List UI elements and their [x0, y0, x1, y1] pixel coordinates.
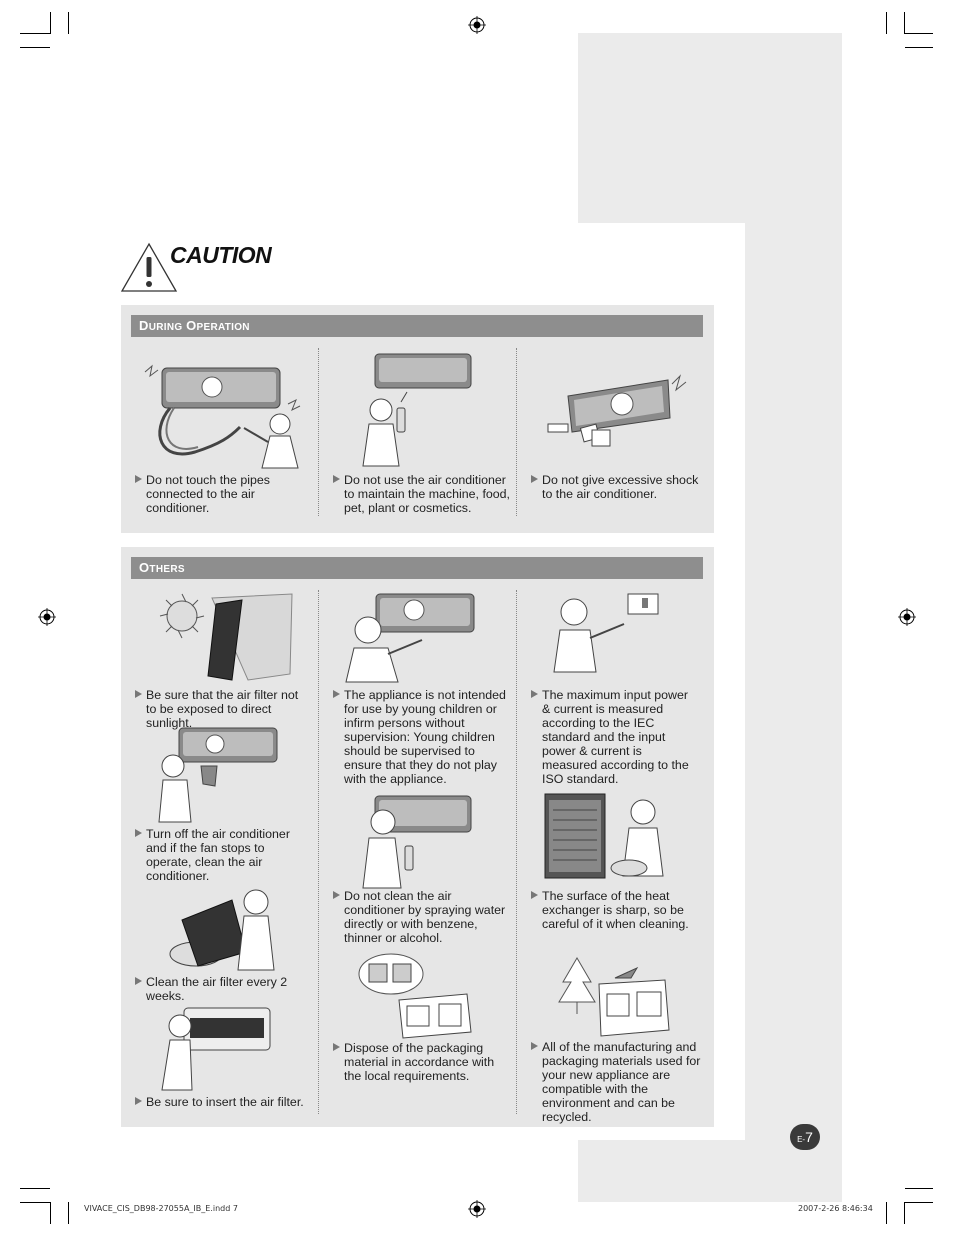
registration-mark-icon: [468, 16, 486, 34]
bullet-arrow-icon: [135, 977, 142, 985]
column-divider: [318, 590, 319, 1114]
bullet-arrow-icon: [333, 475, 340, 483]
list-item: Do not give excessive shock to the air conditioner.: [542, 473, 702, 501]
bullet-arrow-icon: [531, 690, 538, 698]
bullet-arrow-icon: [135, 829, 142, 837]
children-illustration: [342, 590, 477, 684]
registration-mark-icon: [468, 1200, 486, 1218]
list-item: Do not clean the air conditioner by spraying water directly or with benzene, thinner or alcohol.: [344, 889, 506, 945]
column-divider: [516, 590, 517, 1114]
registration-mark-icon: [38, 608, 56, 626]
footer-filename: VIVACE_CIS_DB98-27055A_IB_E.indd 7: [84, 1204, 238, 1213]
side-tab: [745, 222, 842, 1140]
bullet-arrow-icon: [333, 1043, 340, 1051]
list-item: Dispose of the packaging material in accordance with the local requirements.: [344, 1041, 500, 1083]
dispose-packaging-illustration: [355, 950, 475, 1040]
column-divider: [516, 348, 517, 516]
bullet-arrow-icon: [135, 1097, 142, 1105]
food-storage-illustration: [355, 350, 473, 468]
footer-timestamp: 2007-2-26 8:46:34: [798, 1204, 873, 1213]
bullet-arrow-icon: [135, 475, 142, 483]
list-item: Do not use the air conditioner to maintain the machine, food, pet, plant or cosmetics.: [344, 473, 510, 515]
pipe-touch-illustration: [140, 352, 305, 470]
list-item: Do not touch the pipes connected to the air conditioner.: [146, 473, 306, 515]
column-divider: [318, 348, 319, 516]
list-item: The surface of the heat exchanger is sharp, so be careful of it when cleaning.: [542, 889, 692, 931]
insert-filter-illustration: [150, 1004, 275, 1092]
list-item: Be sure that the air filter not to be exposed to direct sunlight.: [146, 688, 311, 730]
registration-mark-icon: [898, 608, 916, 626]
list-item: Turn off the air conditioner and if the fan stops to operate, clean the air conditioner.: [146, 827, 311, 883]
list-item: All of the manufacturing and packaging materials used for your new appliance are compatible with the environment and can be recycled.: [542, 1040, 710, 1124]
bullet-arrow-icon: [333, 891, 340, 899]
page-number: E-7: [790, 1124, 820, 1150]
bullet-arrow-icon: [531, 891, 538, 899]
sunlight-filter-illustration: [152, 590, 297, 682]
others-header: OTHERS: [131, 557, 703, 579]
list-item: Clean the air filter every 2 weeks.: [146, 975, 314, 1003]
clean-unit-illustration: [155, 726, 280, 824]
bullet-arrow-icon: [333, 690, 340, 698]
bullet-arrow-icon: [135, 690, 142, 698]
list-item: The appliance is not intended for use by young children or infirm persons without supervision: Young children should be supervised to ensure that they do not play with the appliance.: [344, 688, 506, 786]
bullet-arrow-icon: [531, 1042, 538, 1050]
during-operation-header: DURING OPERATION: [131, 315, 703, 337]
bullet-arrow-icon: [531, 475, 538, 483]
recycle-illustration: [555, 954, 675, 1038]
wash-filter-illustration: [168, 880, 278, 975]
power-rating-illustration: [548, 590, 668, 674]
spray-illustration: [355, 794, 475, 890]
shock-illustration: [538, 366, 693, 450]
list-item: Be sure to insert the air filter.: [146, 1095, 311, 1109]
side-tab-top: [578, 33, 842, 223]
caution-title: CAUTION: [170, 242, 272, 268]
heat-exchanger-illustration: [543, 790, 668, 882]
list-item: The maximum input power & current is measured according to the IEC standard and the input power & current is measured according to the ISO standard.: [542, 688, 698, 786]
